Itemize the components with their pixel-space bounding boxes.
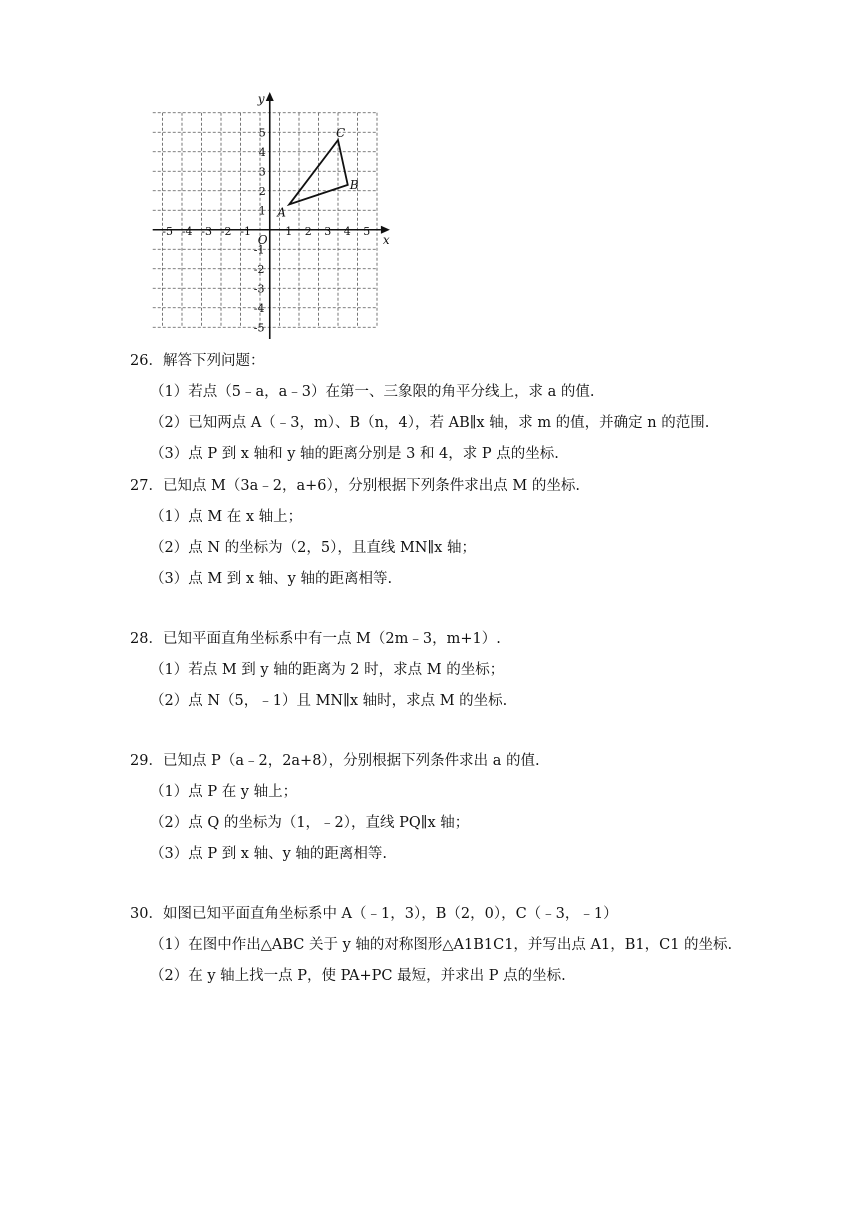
sub-question: （3）点 P 到 x 轴和 y 轴的距离分别是 3 和 4，求 P 点的坐标. bbox=[150, 446, 559, 462]
sub-question: （1）若点 M 到 y 轴的距离为 2 时，求点 M 的坐标； bbox=[150, 662, 505, 678]
problem-stem bbox=[130, 745, 810, 777]
sub-question: （1）点 M 在 x 轴上； bbox=[150, 509, 303, 525]
point-label-a: A bbox=[277, 205, 286, 220]
x-axis-label: x bbox=[382, 232, 390, 247]
problem-number: 27． bbox=[130, 478, 163, 494]
y-tick-label: -3 bbox=[253, 282, 265, 296]
y-tick-label: 4 bbox=[258, 145, 266, 159]
problem-stem-text: 已知平面直角坐标系中有一点 M（2m﹣3，m+1）. bbox=[162, 631, 501, 647]
problem-number: 26． bbox=[130, 353, 163, 369]
sub-question: （2）已知两点 A（﹣3，m）、B（n，4），若 AB∥x 轴，求 m 的值，并确定 n 的范围. bbox=[150, 415, 710, 431]
y-axis-label: y bbox=[257, 92, 265, 107]
x-tick-label: 3 bbox=[324, 224, 332, 238]
point-label-c: C bbox=[336, 126, 346, 141]
problem-26 bbox=[130, 345, 810, 470]
y-tick-label: 3 bbox=[258, 165, 266, 179]
problem-number: 30． bbox=[130, 906, 163, 922]
spacer bbox=[130, 717, 810, 745]
coordinate-grid-figure bbox=[148, 92, 390, 345]
origin-label: O bbox=[257, 232, 268, 247]
x-tick-label: 5 bbox=[363, 224, 371, 238]
problem-stem bbox=[130, 345, 810, 377]
y-axis-arrow-icon bbox=[266, 92, 274, 101]
x-tick-label: -3 bbox=[201, 224, 212, 238]
problem-number: 29． bbox=[130, 753, 163, 769]
problem-stem bbox=[130, 623, 810, 655]
sub-question: （2）点 N（5，﹣1）且 MN∥x 轴时，求点 M 的坐标. bbox=[150, 693, 508, 709]
problem-27 bbox=[130, 470, 810, 595]
problem-list bbox=[130, 345, 810, 992]
spacer bbox=[130, 870, 810, 898]
x-tick-label: -5 bbox=[162, 224, 173, 238]
problem-stem bbox=[130, 898, 810, 930]
x-tick-label: 2 bbox=[304, 224, 312, 238]
sub-question: （1）在图中作出△ABC 关于 y 轴的对称图形△A1B1C1，并写出点 A1，B1，C1 的坐标. bbox=[150, 937, 733, 953]
sub-question: （2）点 N 的坐标为（2，5），且直线 MN∥x 轴； bbox=[150, 540, 476, 556]
sub-question: （2）点 Q 的坐标为（1，﹣2），直线 PQ∥x 轴； bbox=[150, 815, 470, 831]
x-tick-label: 1 bbox=[285, 224, 293, 238]
sub-question: （1）若点（5﹣a，a﹣3）在第一、三象限的角平分线上，求 a 的值. bbox=[150, 384, 595, 400]
spacer bbox=[130, 595, 810, 623]
y-tick-label: 2 bbox=[258, 184, 266, 198]
x-tick-label: -1 bbox=[240, 224, 251, 238]
y-tick-label: 5 bbox=[258, 126, 266, 140]
y-tick-label: -4 bbox=[253, 301, 265, 315]
sub-question: （2）在 y 轴上找一点 P，使 PA+PC 最短，并求出 P 点的坐标. bbox=[150, 968, 566, 984]
x-tick-label: 4 bbox=[343, 224, 351, 238]
point-label-b: B bbox=[349, 177, 359, 192]
y-tick-label: -2 bbox=[253, 262, 265, 276]
problem-stem-text: 解答下列问题： bbox=[162, 353, 265, 369]
problem-29 bbox=[130, 745, 810, 870]
x-tick-label: -4 bbox=[181, 224, 193, 238]
sub-question: （3）点 M 到 x 轴、y 轴的距离相等. bbox=[150, 571, 393, 587]
y-tick-label: -1 bbox=[253, 243, 265, 257]
problem-stem bbox=[130, 470, 810, 502]
problem-stem-text: 如图已知平面直角坐标系中 A（﹣1，3），B（2，0），C（﹣3，﹣1） bbox=[162, 906, 618, 922]
problem-28 bbox=[130, 623, 810, 717]
problem-number: 28． bbox=[130, 631, 163, 647]
y-tick-label: -5 bbox=[253, 321, 265, 335]
problem-30 bbox=[130, 898, 810, 992]
sub-question: （1）点 P 在 y 轴上； bbox=[150, 784, 298, 800]
problem-stem-text: 已知点 M（3a﹣2，a+6），分别根据下列条件求出点 M 的坐标. bbox=[162, 478, 580, 494]
problem-stem-text: 已知点 P（a﹣2，2a+8），分别根据下列条件求出 a 的值. bbox=[162, 753, 540, 769]
coordinate-grid-svg bbox=[148, 92, 390, 345]
x-tick-label: -2 bbox=[220, 224, 232, 238]
sub-question: （3）点 P 到 x 轴、y 轴的距离相等. bbox=[150, 846, 388, 862]
y-tick-label: 1 bbox=[258, 204, 266, 218]
